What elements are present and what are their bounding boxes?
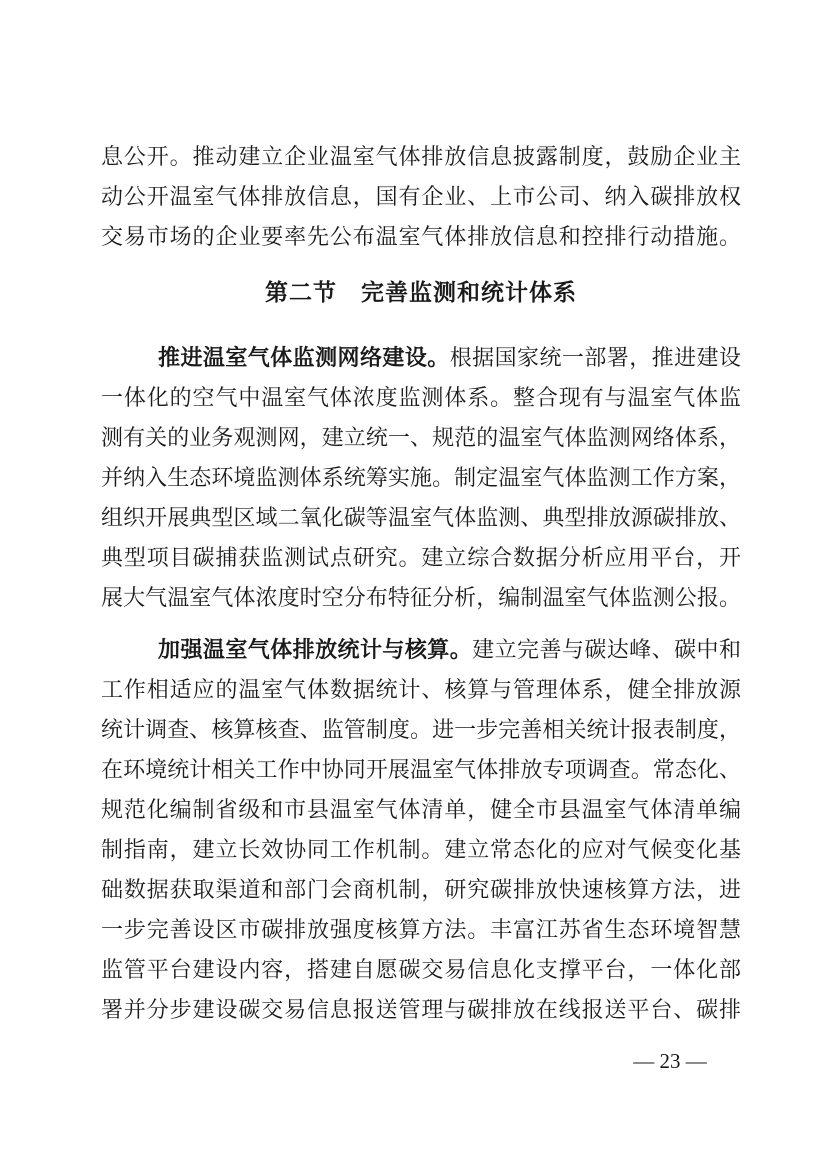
body-line [101,338,741,378]
body-line: 一步完善设区市碳排放强度核算方法。丰富江苏省生态环境智慧 [101,917,741,942]
body-line: 署并分步建设碳交易信息报送管理与碳排放在线报送平台、碳排 [101,997,741,1022]
body-line: 息公开。推动建立企业温室气体排放信息披露制度，鼓励企业主 [101,144,741,169]
body-line: 动公开温室气体排放信息，国有企业、上市公司、纳入碳排放权 [101,184,741,209]
body-line: 规范化编制省级和市县温室气体清单，健全市县温室气体清单编 [101,797,741,822]
paragraph-monitoring [101,338,741,618]
body-line: 在环境统计相关工作中协同开展温室气体排放专项调查。常态化、 [101,757,741,782]
paragraph-lead-rest: 根据国家统一部署，推进建设 [449,345,741,370]
paragraph-statistics [101,630,741,1030]
body-line: 组织开展典型区域二氧化碳等温室气体监测、典型排放源碳排放、 [101,505,741,530]
body-line: 工作相适应的温室气体数据统计、核算与管理体系，健全排放源 [101,677,741,702]
body-line [101,630,741,670]
page-number: — 23 — [633,1049,707,1073]
body-line: 测有关的业务观测网，建立统一、规范的温室气体监测网络体系， [101,425,741,450]
body-line: 制指南，建立长效协同工作机制。建立常态化的应对气候变化基 [101,837,741,862]
paragraph-lead: 推进温室气体监测网络建设。 [158,345,450,370]
body-line: 一体化的空气中温室气体浓度监测体系。整合现有与温室气体监 [101,385,741,410]
body-line: 监管平台建设内容，搭建自愿碳交易信息化支撑平台，一体化部 [101,957,741,982]
body-line: 展大气温室气体浓度时空分布特征分析，编制温室气体监测公报。 [101,585,741,610]
section-heading: 第二节 完善监测和统计体系 [265,279,577,305]
body-line: 统计调查、核算核查、监管制度。进一步完善相关统计报表制度， [101,717,741,742]
text-block [101,137,741,1030]
paragraph-lead-rest: 建立完善与碳达峰、碳中和 [472,637,741,662]
body-line: 典型项目碳捕获监测试点研究。建立综合数据分析应用平台，开 [101,545,741,570]
body-line: 础数据获取渠道和部门会商机制，研究碳排放快速核算方法，进 [101,877,741,902]
body-line: 并纳入生态环境监测体系统筹实施。制定温室气体监测工作方案， [101,465,741,490]
body-line: 交易市场的企业要率先公布温室气体排放信息和控排行动措施。 [101,224,741,249]
paragraph-lead: 加强温室气体排放统计与核算。 [158,637,473,662]
